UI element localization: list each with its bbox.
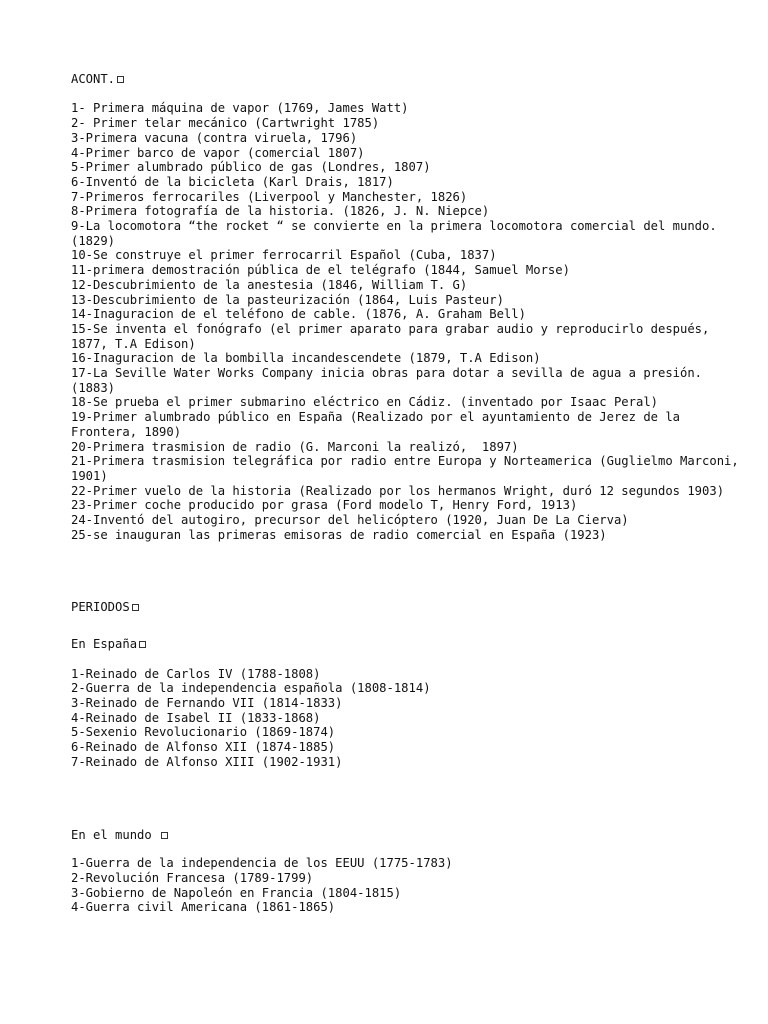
list-item: 12-Descubrimiento de la anestesia (1846, William T. G) xyxy=(71,277,468,292)
list-item: 11-primera demostración pública de el telégrafo (1844, Samuel Morse) xyxy=(71,263,570,278)
list-item: 19-Primer alumbrado público en España (Realizado por el ayuntamiento de Jerez de la Frontera, 1890) xyxy=(71,410,688,439)
list-item: 4-Guerra civil Americana (1861-1865) xyxy=(71,900,336,915)
list-item: 3-Primera vacuna (contra viruela, 1796) xyxy=(71,130,358,145)
box-glyph-icon xyxy=(132,604,139,611)
list-item: 5-Primer alumbrado público de gas (Londres, 1807) xyxy=(71,160,431,175)
periodos-heading: PERIODOS xyxy=(71,600,751,615)
list-item: 2-Guerra de la independencia española (1808-1814) xyxy=(71,681,431,696)
list-item: 14-Inaguracion de el teléfono de cable. (1876, A. Graham Bell) xyxy=(71,307,526,322)
list-item: 18-Se prueba el primer submarino eléctrico en Cádiz. (inventado por Isaac Peral) xyxy=(71,395,658,410)
list-item: 5-Sexenio Revolucionario (1869-1874) xyxy=(71,725,336,740)
list-item: 7-Primeros ferrocariles (Liverpool y Manchester, 1826) xyxy=(71,189,468,204)
box-glyph-icon xyxy=(139,641,146,648)
list-item: 3-Gobierno de Napoleón en Francia (1804-1815) xyxy=(71,885,402,900)
list-item: 6-Reinado de Alfonso XII (1874-1885) xyxy=(71,740,336,755)
mundo-list xyxy=(71,856,751,915)
acont-heading: ACONT. xyxy=(71,72,751,87)
list-item: 1-Reinado de Carlos IV (1788-1808) xyxy=(71,666,321,681)
list-item: 23-Primer coche producido por grasa (Ford modelo T, Henry Ford, 1913) xyxy=(71,498,578,513)
list-item: 22-Primer vuelo de la historia (Realizado por los hermanos Wright, duró 12 segundos 1903) xyxy=(71,483,725,498)
espana-list xyxy=(71,667,751,770)
list-item: 10-Se construye el primer ferrocarril Español (Cuba, 1837) xyxy=(71,248,497,263)
list-item: 6-Inventó de la bicicleta (Karl Drais, 1817) xyxy=(71,174,394,189)
list-item: 21-Primera trasmision telegráfica por radio entre Europa y Norteamerica (Guglielmo Marconi, 1901) xyxy=(71,454,747,483)
box-glyph-icon xyxy=(117,76,124,83)
acont-list xyxy=(71,101,751,542)
list-item: 15-Se inventa el fonógrafo (el primer aparato para grabar audio y reproducirlo después, 1877, T.A Edison) xyxy=(71,321,717,351)
list-item: 8-Primera fotografía de la historia. (1826, J. N. Niepce) xyxy=(71,204,490,219)
document-page xyxy=(71,72,751,915)
list-item: 16-Inaguracion de la bombilla incandescendete (1879, T.A Edison) xyxy=(71,351,541,366)
list-item: 7-Reinado de Alfonso XIII (1902-1931) xyxy=(71,754,343,769)
list-item: 4-Primer barco de vapor (comercial 1807) xyxy=(71,145,365,160)
list-item: 4-Reinado de Isabel II (1833-1868) xyxy=(71,710,321,725)
list-item: 3-Reinado de Fernando VII (1814-1833) xyxy=(71,695,343,710)
list-item: 20-Primera trasmision de radio (G. Marconi la realizó, 1897) xyxy=(71,439,519,454)
list-item: 17-La Seville Water Works Company inicia obras para dotar a sevilla de agua a presión. (1883) xyxy=(71,366,710,395)
list-item: 1- Primera máquina de vapor (1769, James Watt) xyxy=(71,101,409,116)
list-item: 9-La locomotora “the rocket “ se convierte en la primera locomotora comercial del mundo. (1829) xyxy=(71,219,725,248)
mundo-heading: En el mundo xyxy=(71,828,751,843)
box-glyph-icon xyxy=(161,832,168,839)
list-item: 24-Inventó del autogiro, precursor del helicóptero (1920, Juan De La Cierva) xyxy=(71,513,629,528)
list-item: 13-Descubrimiento de la pasteurización (1864, Luis Pasteur) xyxy=(71,292,504,307)
list-item: 2-Revolución Francesa (1789-1799) xyxy=(71,870,314,885)
list-item: 1-Guerra de la independencia de los EEUU (1775-1783) xyxy=(71,856,453,871)
list-item: 2- Primer telar mecánico (Cartwright 1785) xyxy=(71,116,380,131)
espana-heading: En España xyxy=(71,637,751,652)
list-item: 25-se inauguran las primeras emisoras de radio comercial en España (1923) xyxy=(71,527,607,542)
